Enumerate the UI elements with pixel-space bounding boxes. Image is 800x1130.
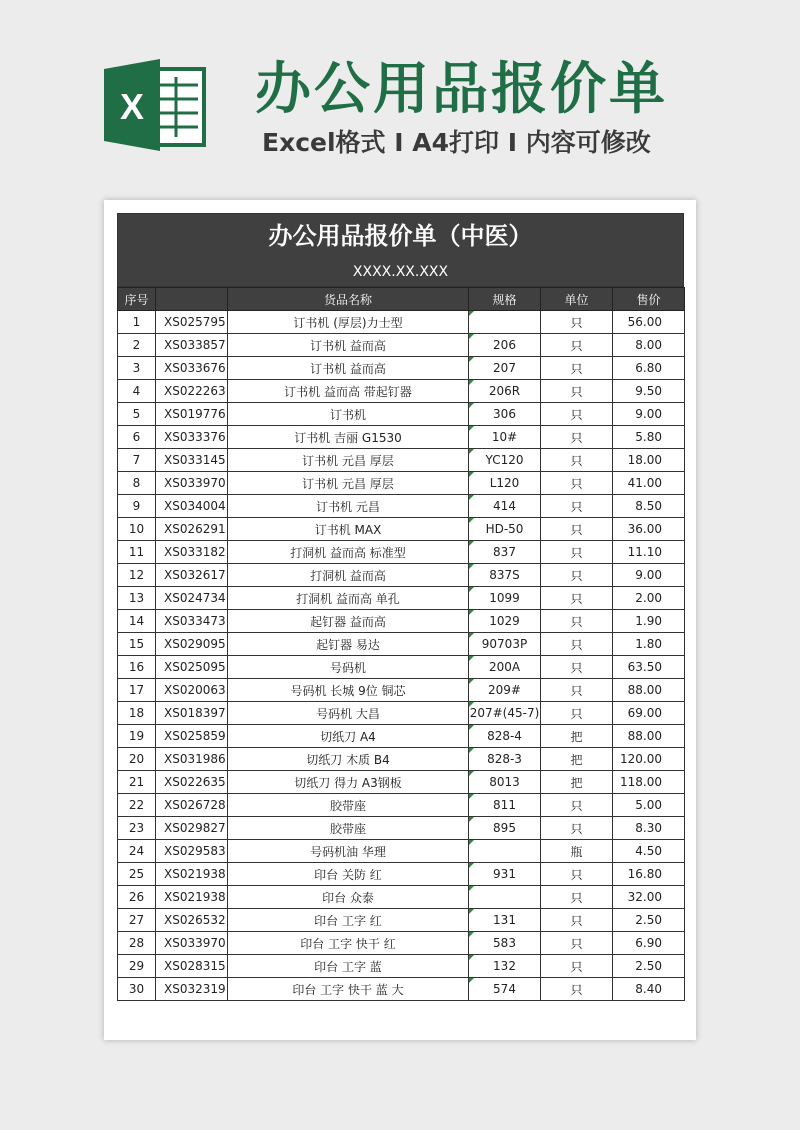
cell-spec[interactable]: 206R [469,380,541,403]
cell-no[interactable]: 27 [118,909,156,932]
cell-spec[interactable]: 828-4 [469,725,541,748]
cell-unit[interactable]: 只 [541,863,613,886]
sheet-date: XXXX.XX.XXX [352,264,449,280]
cell-spec[interactable]: 200A [469,656,541,679]
cell-no[interactable]: 15 [118,633,156,656]
cell-price[interactable]: 1.90 [613,610,685,633]
cell-spec[interactable]: 895 [469,817,541,840]
cell-code[interactable]: XS033970 [156,932,228,955]
cell-name[interactable]: 印台 关防 红 [228,863,469,886]
table-row [118,518,685,541]
cell-code[interactable]: XS025795 [156,311,228,334]
cell-no[interactable]: 23 [118,817,156,840]
cell-no[interactable]: 12 [118,564,156,587]
table-header-row [118,288,685,311]
cell-price[interactable]: 88.00 [613,679,685,702]
cell-code[interactable]: XS026291 [156,518,228,541]
cell-no[interactable]: 16 [118,656,156,679]
cell-name[interactable]: 胶带座 [228,794,469,817]
table-row [118,610,685,633]
cell-code[interactable]: XS033182 [156,541,228,564]
cell-name[interactable]: 印台 工字 红 [228,909,469,932]
cell-spec[interactable]: 209# [469,679,541,702]
cell-name[interactable]: 印台 工字 快干 红 [228,932,469,955]
table-row [118,771,685,794]
cell-spec[interactable]: 837S [469,564,541,587]
cell-price[interactable]: 69.00 [613,702,685,725]
cell-price[interactable]: 2.50 [613,909,685,932]
cell-code[interactable]: XS024734 [156,587,228,610]
cell-unit[interactable]: 把 [541,748,613,771]
cell-spec[interactable]: 132 [469,955,541,978]
cell-spec[interactable]: 414 [469,495,541,518]
table-row [118,587,685,610]
table-row [118,748,685,771]
cell-code[interactable]: XS029095 [156,633,228,656]
cell-price[interactable]: 56.00 [613,311,685,334]
cell-code[interactable]: XS033857 [156,334,228,357]
cell-price[interactable]: 5.80 [613,426,685,449]
cell-name[interactable]: 印台 众泰 [228,886,469,909]
cell-code[interactable]: XS025095 [156,656,228,679]
cell-unit[interactable]: 把 [541,771,613,794]
cell-name[interactable]: 订书机 益而高 [228,357,469,380]
cell-spec[interactable]: YC120 [469,449,541,472]
cell-spec[interactable]: HD-50 [469,518,541,541]
cell-spec[interactable]: 206 [469,334,541,357]
cell-unit[interactable]: 只 [541,886,613,909]
cell-code[interactable]: XS033376 [156,426,228,449]
cell-spec[interactable]: 207#(45-7) [469,702,541,725]
excel-logo-icon [100,55,220,155]
cell-name[interactable]: 起钉器 益而高 [228,610,469,633]
table-row [118,932,685,955]
cell-unit[interactable]: 只 [541,587,613,610]
cell-unit[interactable]: 只 [541,656,613,679]
quote-sheet [117,213,684,1001]
cell-spec[interactable] [469,840,541,863]
cell-price[interactable]: 8.50 [613,495,685,518]
cell-name[interactable]: 打洞机 益而高 单孔 [228,587,469,610]
cell-spec[interactable]: 8013 [469,771,541,794]
cell-unit[interactable]: 只 [541,955,613,978]
cell-price[interactable]: 18.00 [613,449,685,472]
cell-price[interactable]: 8.40 [613,978,685,1001]
table-row [118,863,685,886]
table-row [118,541,685,564]
cell-code[interactable]: XS018397 [156,702,228,725]
cell-unit[interactable]: 把 [541,725,613,748]
col-header-code [156,288,228,311]
cell-no[interactable]: 6 [118,426,156,449]
cell-name[interactable]: 起钉器 易达 [228,633,469,656]
cell-name[interactable]: 订书机 元昌 厚层 [228,449,469,472]
table-row [118,794,685,817]
table-row [118,840,685,863]
cell-name[interactable]: 印台 工字 快干 蓝 大 [228,978,469,1001]
cell-no[interactable]: 13 [118,587,156,610]
cell-name[interactable]: 订书机 吉丽 G1530 [228,426,469,449]
cell-no[interactable]: 18 [118,702,156,725]
cell-name[interactable]: 胶带座 [228,817,469,840]
col-header-unit: 单位 [541,288,613,311]
cell-name[interactable]: 订书机 益而高 [228,334,469,357]
cell-code[interactable]: XS026532 [156,909,228,932]
cell-name[interactable]: 订书机 MAX [228,518,469,541]
cell-price[interactable]: 9.00 [613,403,685,426]
cell-no[interactable]: 9 [118,495,156,518]
cell-code[interactable]: XS026728 [156,794,228,817]
cell-price[interactable]: 32.00 [613,886,685,909]
cell-unit[interactable]: 只 [541,909,613,932]
table-row [118,633,685,656]
cell-name[interactable]: 订书机 元昌 厚层 [228,472,469,495]
table-row [118,886,685,909]
col-header-price: 售价 [613,288,685,311]
table-row [118,817,685,840]
cell-unit[interactable]: 只 [541,357,613,380]
cell-price[interactable]: 41.00 [613,472,685,495]
cell-no[interactable]: 30 [118,978,156,1001]
cell-name[interactable]: 订书机 益而高 带起钉器 [228,380,469,403]
table-row [118,725,685,748]
cell-code[interactable]: XS033473 [156,610,228,633]
cell-spec[interactable]: 811 [469,794,541,817]
cell-no[interactable]: 14 [118,610,156,633]
cell-spec[interactable] [469,311,541,334]
cell-price[interactable]: 118.00 [613,771,685,794]
cell-code[interactable]: XS021938 [156,863,228,886]
cell-spec[interactable]: 1099 [469,587,541,610]
cell-no[interactable]: 2 [118,334,156,357]
table-row [118,702,685,725]
cell-spec[interactable]: 10# [469,426,541,449]
table-row [118,357,685,380]
cell-spec[interactable]: 828-3 [469,748,541,771]
table-row [118,311,685,334]
cell-unit[interactable]: 只 [541,817,613,840]
col-header-name: 货品名称 [228,288,469,311]
cell-no[interactable]: 26 [118,886,156,909]
cell-price[interactable]: 8.00 [613,334,685,357]
cell-no[interactable]: 10 [118,518,156,541]
cell-no[interactable]: 19 [118,725,156,748]
cell-name[interactable]: 订书机 (厚层)力士型 [228,311,469,334]
table-row [118,449,685,472]
cell-no[interactable]: 4 [118,380,156,403]
cell-unit[interactable]: 只 [541,403,613,426]
cell-name[interactable]: 切纸刀 得力 A3钢板 [228,771,469,794]
cell-spec[interactable]: 1029 [469,610,541,633]
cell-price[interactable]: 9.00 [613,564,685,587]
cell-no[interactable]: 8 [118,472,156,495]
cell-spec[interactable]: 131 [469,909,541,932]
cell-spec[interactable]: 931 [469,863,541,886]
cell-unit[interactable]: 只 [541,633,613,656]
cell-price[interactable]: 4.50 [613,840,685,863]
cell-code[interactable]: XS021938 [156,886,228,909]
cell-unit[interactable]: 只 [541,978,613,1001]
cell-price[interactable]: 6.90 [613,932,685,955]
table-row [118,472,685,495]
cell-price[interactable]: 5.00 [613,794,685,817]
cell-no[interactable]: 24 [118,840,156,863]
table-row [118,978,685,1001]
table-row [118,656,685,679]
cell-price[interactable]: 16.80 [613,863,685,886]
cell-code[interactable]: XS034004 [156,495,228,518]
cell-no[interactable]: 20 [118,748,156,771]
cell-no[interactable]: 3 [118,357,156,380]
cell-name[interactable]: 订书机 元昌 [228,495,469,518]
cell-no[interactable]: 25 [118,863,156,886]
cell-code[interactable]: XS019776 [156,403,228,426]
cell-no[interactable]: 21 [118,771,156,794]
cell-unit[interactable]: 只 [541,518,613,541]
cell-no[interactable]: 5 [118,403,156,426]
cell-name[interactable]: 印台 工字 蓝 [228,955,469,978]
cell-unit[interactable]: 只 [541,495,613,518]
cell-unit[interactable]: 只 [541,610,613,633]
cell-code[interactable]: XS022635 [156,771,228,794]
cell-price[interactable]: 88.00 [613,725,685,748]
cell-name[interactable]: 切纸刀 A4 [228,725,469,748]
cell-name[interactable]: 号码机 [228,656,469,679]
cell-price[interactable]: 63.50 [613,656,685,679]
table-row [118,426,685,449]
cell-unit[interactable]: 只 [541,426,613,449]
cell-code[interactable]: XS029583 [156,840,228,863]
cell-spec[interactable]: 90703P [469,633,541,656]
cell-unit[interactable]: 只 [541,679,613,702]
table-row [118,403,685,426]
cell-no[interactable]: 11 [118,541,156,564]
sheet-title: 办公用品报价单（中医） [268,222,533,250]
cell-code[interactable]: XS020063 [156,679,228,702]
cell-unit[interactable]: 只 [541,472,613,495]
cell-unit[interactable]: 只 [541,541,613,564]
cell-spec[interactable]: 583 [469,932,541,955]
cell-spec[interactable]: 207 [469,357,541,380]
excel-logo-letter: X [119,86,145,127]
table-row [118,380,685,403]
cell-no[interactable]: 28 [118,932,156,955]
cell-price[interactable]: 2.50 [613,955,685,978]
cell-price[interactable]: 8.30 [613,817,685,840]
table-row [118,564,685,587]
cell-no[interactable]: 17 [118,679,156,702]
cell-price[interactable]: 1.80 [613,633,685,656]
cell-unit[interactable]: 只 [541,311,613,334]
cell-code[interactable]: XS022263 [156,380,228,403]
cell-spec[interactable]: 837 [469,541,541,564]
banner-title: 办公用品报价单 [255,57,668,122]
cell-no[interactable]: 1 [118,311,156,334]
table-row [118,495,685,518]
cell-name[interactable]: 切纸刀 木质 B4 [228,748,469,771]
cell-code[interactable]: XS032319 [156,978,228,1001]
cell-spec[interactable]: 574 [469,978,541,1001]
cell-unit[interactable]: 只 [541,932,613,955]
cell-price[interactable]: 6.80 [613,357,685,380]
cell-no[interactable]: 22 [118,794,156,817]
cell-name[interactable]: 号码机 长城 9位 铜芯 [228,679,469,702]
cell-no[interactable]: 29 [118,955,156,978]
table-row [118,909,685,932]
col-header-no: 序号 [118,288,156,311]
cell-code[interactable]: XS025859 [156,725,228,748]
cell-name[interactable]: 号码机油 华理 [228,840,469,863]
cell-code[interactable]: XS033676 [156,357,228,380]
cell-name[interactable]: 号码机 大昌 [228,702,469,725]
cell-name[interactable]: 订书机 [228,403,469,426]
cell-no[interactable]: 7 [118,449,156,472]
cell-price[interactable]: 36.00 [613,518,685,541]
cell-unit[interactable]: 只 [541,702,613,725]
cell-price[interactable]: 120.00 [613,748,685,771]
cell-unit[interactable]: 只 [541,334,613,357]
cell-price[interactable]: 11.10 [613,541,685,564]
cell-code[interactable]: XS029827 [156,817,228,840]
table-row [118,955,685,978]
col-header-spec: 规格 [469,288,541,311]
cell-unit[interactable]: 只 [541,794,613,817]
table-row [118,334,685,357]
table-row [118,679,685,702]
cell-price[interactable]: 2.00 [613,587,685,610]
cell-name[interactable]: 打洞机 益而高 [228,564,469,587]
cell-spec[interactable] [469,886,541,909]
cell-code[interactable]: XS033970 [156,472,228,495]
price-table [117,287,685,1001]
cell-code[interactable]: XS031986 [156,748,228,771]
cell-price[interactable]: 9.50 [613,380,685,403]
cell-name[interactable]: 打洞机 益而高 标准型 [228,541,469,564]
cell-unit[interactable]: 只 [541,564,613,587]
cell-unit[interactable]: 只 [541,380,613,403]
cell-spec[interactable]: L120 [469,472,541,495]
cell-code[interactable]: XS028315 [156,955,228,978]
sheet-header [117,213,684,287]
cell-unit[interactable]: 只 [541,449,613,472]
cell-code[interactable]: XS033145 [156,449,228,472]
banner-subtitle: Excel格式 I A4打印 I 内容可修改 [262,128,651,157]
cell-spec[interactable]: 306 [469,403,541,426]
cell-code[interactable]: XS032617 [156,564,228,587]
cell-unit[interactable]: 瓶 [541,840,613,863]
